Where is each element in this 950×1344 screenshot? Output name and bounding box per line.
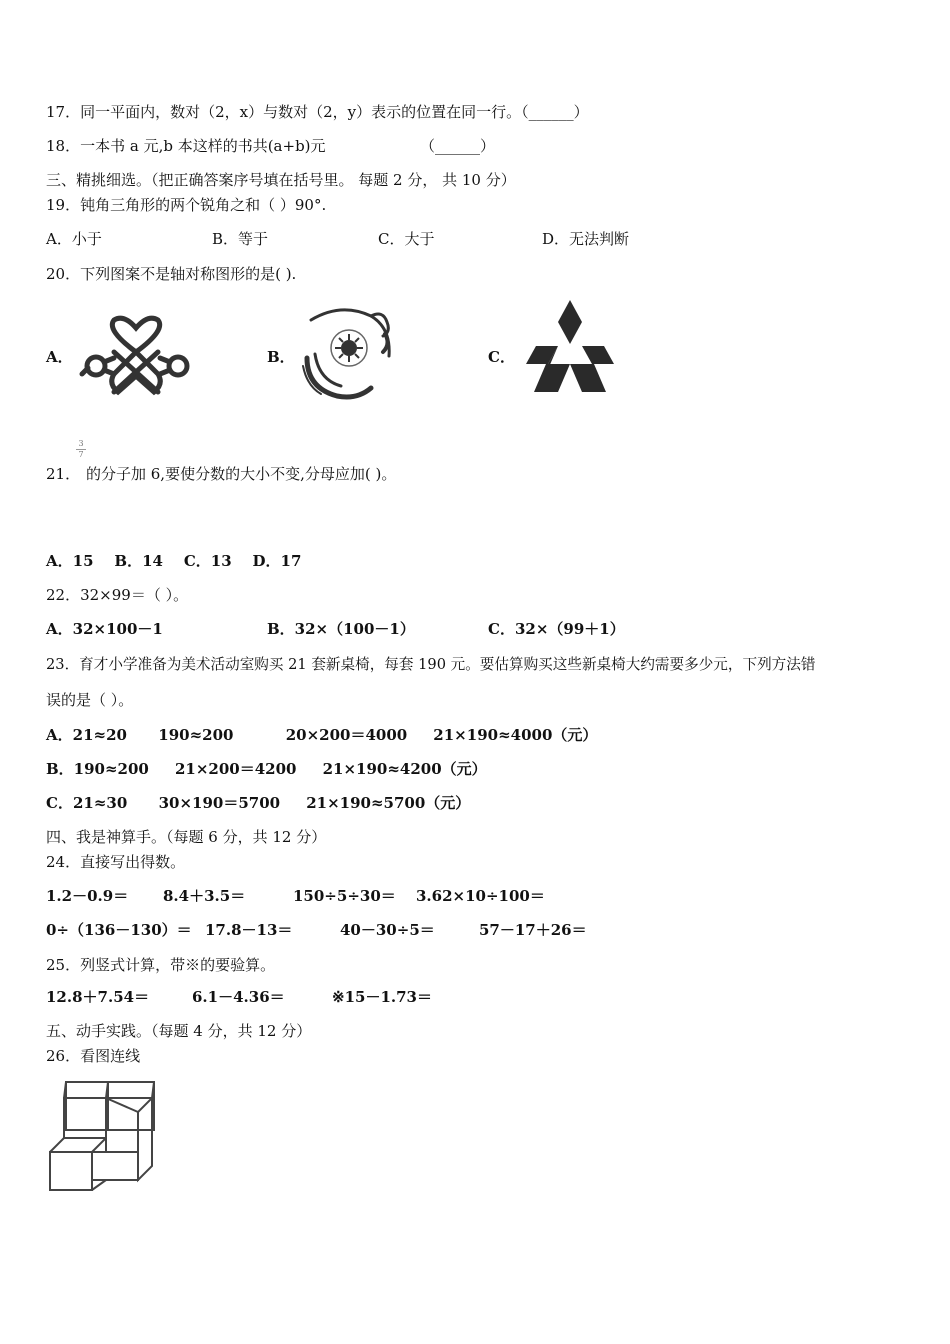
question-25: 25．列竖式计算，带※的要验算。 — [46, 956, 276, 974]
section-4-title: 四、我是神算手。（每题 6 分，共 12 分） — [46, 828, 327, 846]
fraction — [76, 440, 86, 459]
q24-r1-c1: 1.2－0.9＝ — [46, 887, 129, 905]
q23-option-c: C．21≈30 30×190＝5700 21×190≈5700（元） — [46, 794, 471, 812]
q20-option-b: B． — [267, 348, 295, 366]
q22-option-b: B．32×（100－1） — [267, 620, 415, 638]
question-18: 18．一本书 a 元,b 本这样的书共(a+b)元 — [46, 137, 326, 155]
q19-option-a: A．小于 — [46, 230, 102, 248]
fraction-denominator: 7 — [78, 450, 84, 459]
question-21-number: 21． — [46, 465, 81, 483]
question-22: 22．32×99＝（ ）。 — [46, 586, 189, 604]
q24-r2-c2: 17.8－13＝ — [205, 921, 293, 939]
q24-r1-c4: 3.62×10÷100＝ — [416, 887, 545, 905]
question-21: 的分子加 6,要使分数的大小不变,分母应加( )。 — [86, 465, 397, 483]
chinese-knot-figure — [76, 312, 198, 404]
question-17: 17．同一平面内，数对（2，x）与数对（2，y）表示的位置在同一行。（______） — [46, 103, 589, 121]
q25-c2: 6.1－4.36＝ — [192, 988, 285, 1006]
section-5-title: 五、动手实践。（每题 4 分，共 12 分） — [46, 1022, 312, 1040]
question-20: 20．下列图案不是轴对称图形的是( ). — [46, 265, 297, 283]
q22-option-c: C．32×（99＋1） — [488, 620, 625, 638]
question-23-line-2: 误的是（ ）。 — [46, 691, 134, 709]
q23-option-a: A．21≈20 190≈200 20×200＝4000 21×190≈4000（元） — [46, 726, 598, 744]
q21-options: A．15 B．14 C．13 D．17 — [46, 552, 302, 570]
q24-r2-c4: 57－17＋26＝ — [479, 921, 587, 939]
q19-option-b: B．等于 — [212, 230, 269, 248]
q19-option-d: D．无法判断 — [542, 230, 630, 248]
q25-c1: 12.8＋7.54＝ — [46, 988, 150, 1006]
q24-r2-c3: 40－30÷5＝ — [340, 921, 435, 939]
question-19: 19．钝角三角形的两个锐角之和（ ）90°. — [46, 196, 327, 214]
question-23-line-1: 23．育才小学准备为美术活动室购买 21 套新桌椅，每套 190 元。要估算购买这些新桌椅大约需要多少元，下列方法错 — [46, 656, 816, 673]
q20-option-a: A． — [46, 348, 73, 366]
q25-c3: ※15－1.73＝ — [332, 988, 432, 1006]
q23-option-b: B．190≈200 21×200＝4200 21×190≈4200（元） — [46, 760, 487, 778]
q24-r2-c1: 0÷（136－130）＝ — [46, 921, 192, 939]
q19-option-c: C．大于 — [378, 230, 435, 248]
question-24: 24．直接写出得数。 — [46, 853, 186, 871]
three-diamonds-figure — [524, 298, 616, 394]
fraction-numerator: 3 — [78, 439, 84, 448]
question-26: 26．看图连线 — [46, 1047, 141, 1065]
q24-r1-c3: 150÷5÷30＝ — [293, 887, 396, 905]
cube-stack-figure — [44, 1078, 158, 1196]
swirl-sun-figure — [293, 298, 403, 403]
question-18-blank: （______） — [420, 137, 496, 155]
q22-option-a: A．32×100－1 — [46, 620, 163, 638]
q24-r1-c2: 8.4＋3.5＝ — [163, 887, 246, 905]
section-3-title: 三、精挑细选。（把正确答案序号填在括号里。 每题 2 分， 共 10 分） — [46, 171, 516, 189]
q20-option-c: C． — [488, 348, 515, 366]
